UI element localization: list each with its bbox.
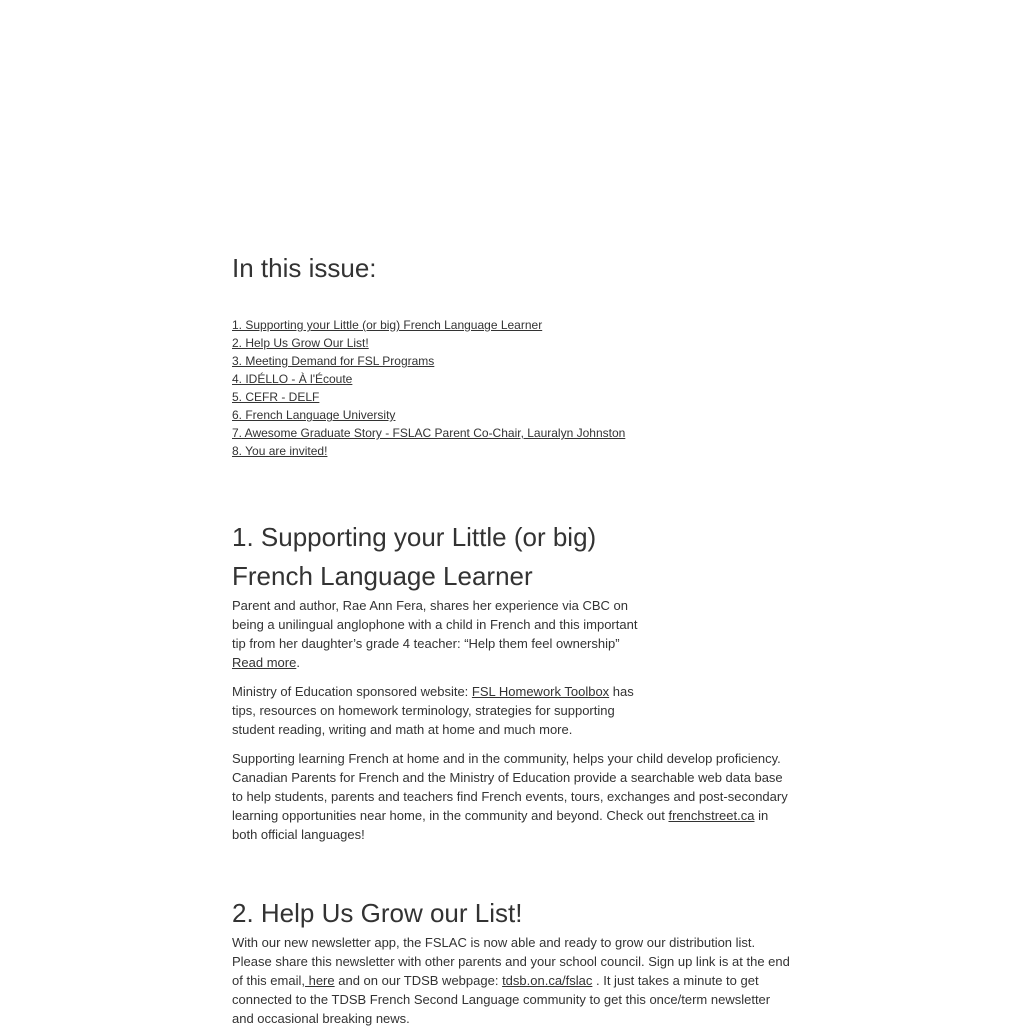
toc-item: [232, 388, 625, 406]
tdsb-fslac-link[interactable]: tdsb.on.ca/fslac: [502, 973, 593, 988]
paragraph-text: has tips, resources on homework terminology, strategies for supporting student reading, writing and math at home and much more.: [232, 684, 634, 737]
paragraph: [232, 682, 642, 739]
paragraph-text: Ministry of Education sponsored website:: [232, 684, 472, 699]
toc-link-you-are-invited[interactable]: 8. You are invited!: [232, 444, 328, 458]
toc-link-supporting-learner[interactable]: 1. Supporting your Little (or big) French Language Learner: [232, 318, 543, 332]
paragraph: [232, 933, 792, 1028]
table-of-contents: [232, 316, 625, 460]
paragraph-text: in both official languages!: [232, 808, 769, 842]
frenchstreet-link[interactable]: frenchstreet.ca: [668, 808, 755, 823]
toc-link-idello[interactable]: 4. IDÉLLO - À l'Écoute: [232, 372, 353, 386]
section-title-line: 1. Supporting your Little (or big): [232, 522, 597, 552]
toc-link-graduate-story[interactable]: 7. Awesome Graduate Story - FSLAC Parent Co-Chair, Lauralyn Johnston: [232, 426, 626, 440]
paragraph-text: .: [296, 655, 300, 670]
section-title: 2. Help Us Grow our List!: [232, 898, 523, 928]
section-title-line: French Language Learner: [232, 561, 533, 591]
toc-item: [232, 316, 625, 334]
toc-item: [232, 406, 625, 424]
toc-link-grow-list[interactable]: 2. Help Us Grow Our List!: [232, 336, 369, 350]
toc-item: [232, 352, 625, 370]
paragraph: [232, 596, 642, 672]
section-title: [232, 518, 632, 596]
toc-link-meeting-demand[interactable]: 3. Meeting Demand for FSL Programs: [232, 354, 435, 368]
paragraph-text: Parent and author, Rae Ann Fera, shares her experience via CBC on being a unilingual anglophone with a child in French and this important tip from her daughter’s grade 4 teacher: “Help them feel ownership”: [232, 598, 638, 651]
paragraph-text: Supporting learning French at home and in the community, helps your child develop proficiency. Canadian Parents for French and the Ministry of Education provide a searchable web data base to help students, parents and teachers find French events, tours, exchanges and post-secondary learning opportunities near home, in the community and beyond. Check out: [232, 751, 788, 823]
toc-link-cefr-delf[interactable]: 5. CEFR - DELF: [232, 390, 320, 404]
in-this-issue-heading: In this issue:: [232, 253, 377, 283]
paragraph-text: With our new newsletter app, the FSLAC is now able and ready to grow our distribution list. Please share this newsletter with other parents and your school council. Sign up link is at the end of this email,: [232, 935, 790, 988]
toc-item: [232, 334, 625, 352]
toc-item: [232, 442, 625, 460]
section-grow-list: [232, 894, 792, 1028]
sign-up-here-link[interactable]: here: [304, 973, 335, 988]
fsl-homework-toolbox-link[interactable]: FSL Homework Toolbox: [471, 684, 610, 699]
toc-link-french-university[interactable]: 6. French Language University: [232, 408, 396, 422]
toc-item: [232, 370, 625, 388]
paragraph: [232, 749, 792, 844]
read-more-link[interactable]: Read more: [232, 655, 297, 670]
toc-item: [232, 424, 625, 442]
paragraph-text: and on our TDSB webpage:: [334, 973, 503, 988]
section-supporting-learner: [232, 518, 792, 844]
paragraph-text: . It just takes a minute to get connected to the TDSB French Second Language community to get this once/term newsletter and occasional breaking news.: [232, 973, 771, 1026]
